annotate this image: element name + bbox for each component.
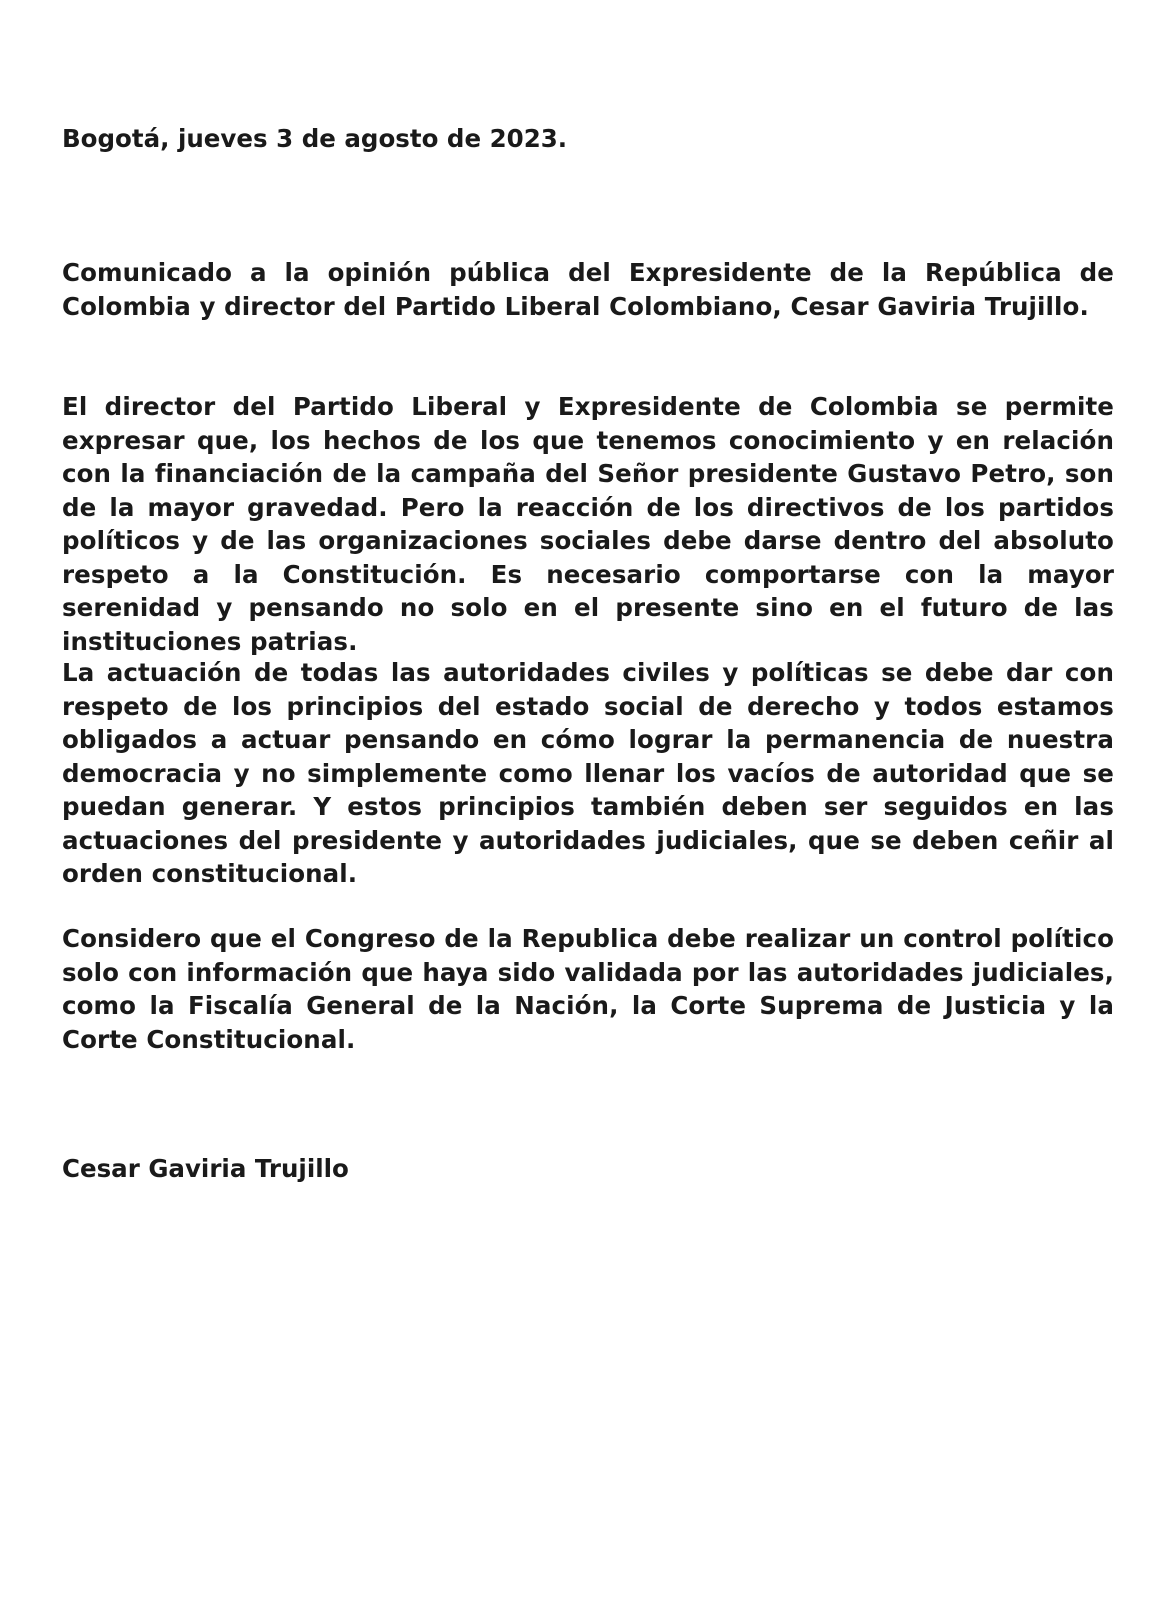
body-paragraph-3: Considero que el Congreso de la Republica debe realizar un control político solo con información que haya sido validada por las autoridades judiciales, como la Fiscalía General de la Nación, la Corte Suprema de Justicia y la Corte Constitucional. [62,924,1114,1054]
body-paragraph-2: La actuación de todas las autoridades civiles y políticas se debe dar con respeto de los principios del estado social de derecho y todos estamos obligados a actuar pensando en cómo lograr la permanencia de nuestra democracia y no simplemente como llenar los vacíos de autoridad que se puedan generar. Y estos principios también deben ser seguidos en las actuaciones del presidente y autoridades judiciales, que se deben ceñir al orden constitucional. [62,658,1114,888]
date-line: Bogotá, jueves 3 de agosto de 2023. [62,124,568,153]
statement-title: Comunicado a la opinión pública del Expresidente de la República de Colombia y director del Partido Liberal Colombiano, Cesar Gaviria Trujillo. [62,258,1114,321]
body-paragraph-1: El director del Partido Liberal y Expresidente de Colombia se permite expresar que, los hechos de los que tenemos conocimiento y en relación con la financiación de la campaña del Señor presidente Gustavo Petro, son de la mayor gravedad. Pero la reacción de los directivos de los partidos políticos y de las organizaciones sociales debe darse dentro del absoluto respeto a la Constitución. Es necesario comportarse con la mayor serenidad y pensando no solo en el presente sino en el futuro de las instituciones patrias. [62,392,1114,656]
signature-name: Cesar Gaviria Trujillo [62,1154,349,1183]
